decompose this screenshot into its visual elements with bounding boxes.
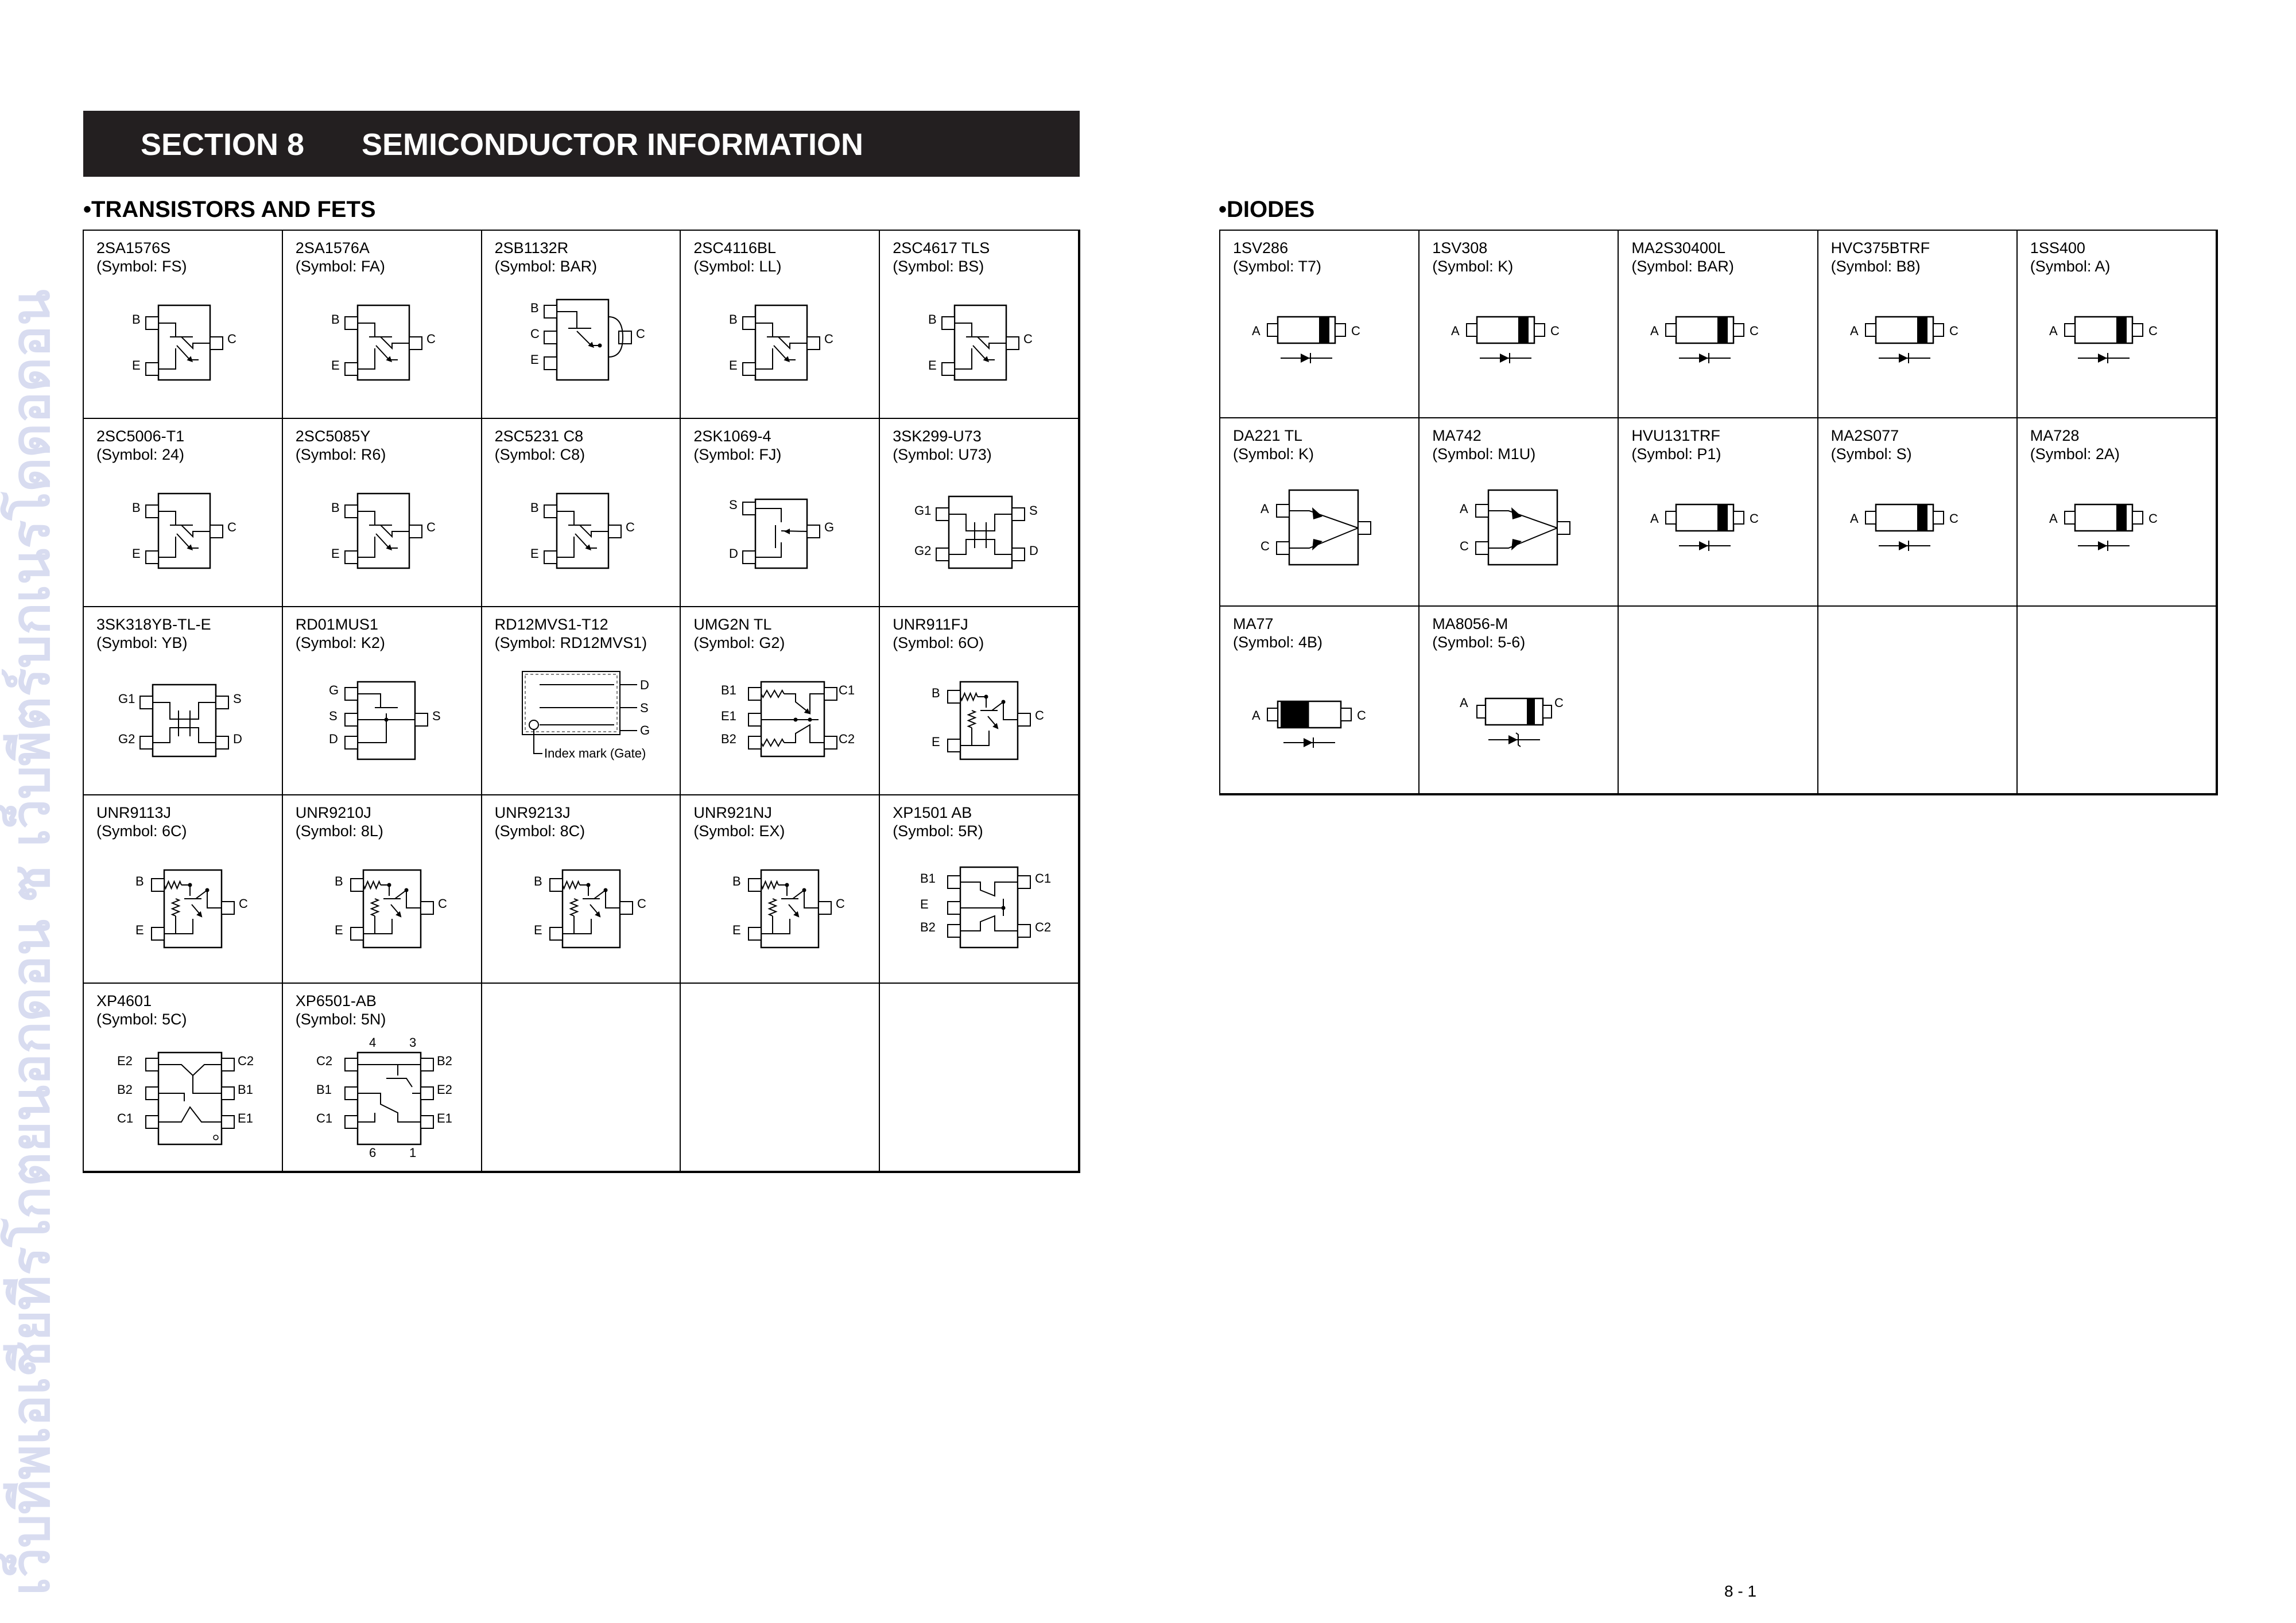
part-number: XP6501-AB (295, 992, 377, 1009)
component-cell (84, 607, 283, 795)
svg-text:C: C (1949, 511, 1958, 526)
svg-text:E: E (331, 358, 340, 372)
component-cell (283, 984, 482, 1172)
svg-text:C: C (836, 896, 846, 911)
component-cell (283, 231, 482, 419)
package-diagram (880, 607, 1078, 795)
package-diagram (283, 795, 481, 984)
svg-text:S: S (729, 498, 738, 512)
svg-text:E: E (132, 546, 141, 561)
part-number: DA221 TL (1233, 427, 1303, 445)
component-cell (482, 795, 681, 984)
component-cell (84, 795, 283, 984)
svg-text:C: C (1357, 708, 1366, 723)
part-number: UNR9113J (96, 804, 172, 821)
marking-symbol: (Symbol: FA) (295, 258, 385, 275)
part-number: 2SC4617 TLS (893, 239, 990, 257)
svg-text:E2: E2 (117, 1054, 133, 1068)
part-number: 2SC5231 C8 (494, 428, 584, 445)
package-diagram (1818, 418, 2016, 606)
marking-symbol: (Symbol: BS) (893, 258, 984, 275)
marking-symbol: (Symbol: 8L) (295, 822, 383, 840)
component-cell (1420, 418, 1619, 606)
package-diagram (84, 231, 282, 419)
part-number: UNR9210J (295, 804, 371, 821)
marking-symbol: (Symbol: M1U) (1432, 445, 1536, 463)
package-diagram (880, 795, 1078, 984)
svg-text:C: C (1261, 539, 1270, 554)
component-cell (681, 607, 880, 795)
package-diagram (2018, 231, 2216, 418)
svg-text:C: C (1351, 324, 1360, 338)
svg-text:S: S (1029, 503, 1038, 518)
index-mark-label: Index mark (Gate) (544, 746, 646, 760)
svg-text:B: B (729, 312, 738, 327)
svg-text:B: B (132, 500, 141, 515)
part-number: 3SK299-U73 (893, 428, 982, 445)
svg-text:D: D (233, 732, 242, 746)
svg-text:C2: C2 (316, 1054, 332, 1068)
part-number: UNR9213J (494, 804, 571, 821)
svg-text:A: A (1261, 502, 1269, 517)
component-cell (681, 795, 880, 984)
part-number: HVU131TRF (1631, 427, 1720, 445)
svg-text:C: C (1035, 708, 1045, 723)
svg-text:A: A (1650, 324, 1659, 338)
part-number: MA77 (1233, 615, 1274, 632)
component-cell (1220, 231, 1420, 418)
svg-text:C1: C1 (117, 1111, 134, 1125)
svg-text:A: A (1252, 708, 1261, 723)
svg-text:C: C (227, 332, 236, 346)
marking-symbol: (Symbol: FJ) (693, 446, 782, 463)
package-diagram (681, 231, 879, 419)
svg-text:C2: C2 (238, 1054, 254, 1068)
package-diagram (880, 231, 1078, 419)
package-diagram (1619, 418, 1817, 606)
svg-text:B1: B1 (920, 871, 936, 886)
marking-symbol: (Symbol: K2) (295, 634, 385, 651)
svg-text:B: B (928, 312, 937, 327)
svg-text:G: G (328, 683, 339, 697)
svg-text:C: C (2148, 324, 2158, 338)
svg-text:C: C (1023, 332, 1033, 346)
package-diagram (482, 607, 680, 795)
part-number: RD12MVS1-T12 (494, 616, 608, 633)
marking-symbol: (Symbol: 4B) (1233, 633, 1323, 651)
svg-text:B1: B1 (316, 1082, 332, 1097)
svg-text:E: E (331, 546, 340, 561)
svg-text:S: S (432, 709, 441, 723)
svg-text:A: A (1650, 511, 1659, 526)
section-header (83, 111, 1080, 177)
marking-symbol: (Symbol: 6C) (96, 822, 187, 840)
svg-text:B: B (533, 874, 542, 888)
svg-text:C: C (227, 520, 236, 534)
svg-text:E2: E2 (436, 1082, 452, 1097)
svg-text:B: B (331, 312, 340, 327)
svg-text:C: C (437, 896, 447, 911)
part-number: UNR911FJ (893, 616, 968, 633)
marking-symbol: (Symbol: BAR) (494, 258, 598, 275)
svg-text:C: C (2148, 511, 2158, 526)
svg-text:B: B (732, 874, 742, 888)
component-cell (84, 419, 283, 607)
svg-text:C1: C1 (316, 1111, 332, 1125)
svg-text:C2: C2 (1035, 920, 1052, 934)
marking-symbol: (Symbol: 6O) (893, 634, 984, 651)
svg-text:G2: G2 (118, 732, 135, 746)
transistors-heading: •TRANSISTORS AND FETS (83, 197, 376, 222)
svg-text:A: A (1849, 324, 1859, 338)
component-cell (283, 795, 482, 984)
transistors-table (83, 230, 1080, 1173)
marking-symbol: (Symbol: YB) (96, 634, 188, 651)
part-number: XP4601 (96, 992, 152, 1009)
svg-text:C: C (1750, 324, 1759, 338)
component-cell (2018, 231, 2217, 418)
svg-text:4: 4 (369, 1035, 377, 1050)
marking-symbol: (Symbol: 5N) (295, 1011, 386, 1028)
empty-cell (1818, 607, 2018, 794)
svg-text:C: C (426, 332, 436, 346)
svg-text:C: C (635, 327, 645, 341)
part-number: UMG2N TL (693, 616, 772, 633)
svg-text:S: S (639, 701, 649, 715)
part-number: 2SA1576A (295, 239, 370, 257)
svg-text:D: D (639, 678, 649, 692)
package-diagram (1420, 418, 1618, 606)
part-number: MA2S30400L (1631, 239, 1726, 257)
svg-text:B2: B2 (920, 920, 936, 934)
svg-text:C: C (1949, 324, 1958, 338)
svg-text:A: A (1460, 695, 1468, 710)
svg-text:B: B (135, 874, 144, 888)
svg-text:B2: B2 (117, 1082, 133, 1097)
svg-text:B2: B2 (721, 732, 737, 746)
component-cell (681, 419, 880, 607)
marking-symbol: (Symbol: 5R) (893, 822, 983, 840)
svg-text:E: E (530, 352, 539, 367)
svg-text:A: A (1451, 324, 1460, 338)
package-diagram (1220, 607, 1418, 794)
part-number: XP1501 AB (893, 804, 972, 821)
empty-cell (681, 984, 880, 1172)
component-cell (880, 607, 1079, 795)
package-diagram (84, 795, 282, 984)
part-number: 2SB1132R (494, 239, 569, 257)
page-number: 8 - 1 (1724, 1582, 1757, 1600)
marking-symbol: (Symbol: T7) (1233, 258, 1322, 275)
component-cell (482, 419, 681, 607)
package-diagram (283, 231, 481, 419)
component-cell (1818, 418, 2018, 606)
svg-text:C: C (1750, 511, 1759, 526)
svg-text:C2: C2 (839, 732, 855, 746)
package-diagram (84, 607, 282, 795)
svg-text:C: C (239, 896, 248, 911)
marking-symbol: (Symbol: B8) (1830, 258, 1921, 275)
part-number: MA728 (2030, 427, 2080, 445)
svg-text:C: C (426, 520, 436, 534)
svg-text:G: G (824, 520, 835, 534)
svg-text:E: E (132, 358, 141, 372)
marking-symbol: (Symbol: RD12MVS1) (494, 634, 647, 651)
component-cell (1220, 607, 1420, 794)
component-cell (283, 607, 482, 795)
svg-text:A: A (1252, 324, 1261, 338)
svg-text:G2: G2 (914, 543, 932, 558)
part-number: 2SC5085Y (295, 428, 371, 445)
package-diagram (1220, 231, 1418, 418)
svg-text:E: E (928, 358, 937, 372)
svg-text:A: A (2049, 324, 2058, 338)
component-cell (84, 231, 283, 419)
svg-text:B: B (331, 500, 340, 515)
svg-text:3: 3 (409, 1035, 417, 1050)
package-diagram (283, 607, 481, 795)
svg-text:B1: B1 (238, 1082, 253, 1097)
svg-text:B: B (132, 312, 141, 327)
svg-text:B: B (932, 686, 940, 700)
component-cell (1619, 231, 1818, 418)
watermark (0, 57, 69, 1607)
svg-text:G: G (639, 723, 650, 737)
package-diagram (681, 607, 879, 795)
part-number: UNR921NJ (693, 804, 772, 821)
svg-text:S: S (328, 709, 338, 723)
svg-text:C1: C1 (839, 683, 855, 697)
package-diagram (482, 419, 680, 607)
empty-cell (2018, 607, 2217, 794)
part-number: 1SV308 (1432, 239, 1488, 257)
svg-text:E: E (732, 923, 742, 937)
diodes-table (1219, 230, 2218, 795)
svg-text:E1: E1 (721, 709, 737, 723)
svg-text:C: C (625, 520, 635, 534)
part-number: RD01MUS1 (295, 616, 378, 633)
svg-text:C1: C1 (1035, 871, 1052, 886)
marking-symbol: (Symbol: C8) (494, 446, 585, 463)
svg-text:E: E (729, 358, 738, 372)
svg-text:C: C (1554, 695, 1564, 710)
svg-text:E: E (530, 546, 539, 561)
svg-text:E: E (533, 923, 542, 937)
marking-symbol: (Symbol: G2) (693, 634, 785, 651)
svg-text:D: D (328, 732, 338, 746)
part-number: MA742 (1432, 427, 1481, 445)
marking-symbol: (Symbol: A) (2030, 258, 2111, 275)
svg-text:C: C (824, 332, 834, 346)
marking-symbol: (Symbol: 8C) (494, 822, 585, 840)
svg-text:E1: E1 (436, 1111, 452, 1125)
part-number: MA2S077 (1830, 427, 1899, 445)
svg-text:6: 6 (369, 1146, 377, 1160)
section-number: SECTION 8 (141, 127, 305, 162)
empty-cell (482, 984, 681, 1172)
svg-text:B1: B1 (721, 683, 737, 697)
component-cell (880, 231, 1079, 419)
package-diagram (84, 984, 282, 1172)
part-number: 1SV286 (1233, 239, 1289, 257)
section-title: SEMICONDUCTOR INFORMATION (362, 127, 863, 162)
marking-symbol: (Symbol: 5C) (96, 1011, 187, 1028)
component-cell (681, 231, 880, 419)
part-number: 1SS400 (2030, 239, 2085, 257)
marking-symbol: (Symbol: 5-6) (1432, 633, 1526, 651)
marking-symbol: (Symbol: FS) (96, 258, 187, 275)
marking-symbol: (Symbol: P1) (1631, 445, 1721, 463)
component-cell (84, 984, 283, 1172)
part-number: 2SA1576S (96, 239, 171, 257)
svg-text:C: C (1460, 539, 1469, 554)
svg-text:G1: G1 (118, 692, 135, 706)
component-cell (482, 607, 681, 795)
component-cell (1619, 418, 1818, 606)
package-diagram (84, 419, 282, 607)
part-number: HVC375BTRF (1830, 239, 1930, 257)
empty-cell (1619, 607, 1818, 794)
package-diagram (1420, 231, 1618, 418)
svg-text:A: A (2049, 511, 2058, 526)
part-number: 2SC4116BL (693, 239, 776, 257)
package-diagram (482, 795, 680, 984)
svg-text:E: E (932, 735, 940, 749)
package-diagram (2018, 418, 2216, 606)
marking-symbol: (Symbol: 24) (96, 446, 185, 463)
part-number: MA8056-M (1432, 615, 1508, 632)
component-cell (1220, 418, 1420, 606)
part-number: 2SK1069-4 (693, 428, 771, 445)
svg-text:B: B (334, 874, 343, 888)
marking-symbol: (Symbol: LL) (693, 258, 782, 275)
svg-text:C: C (1550, 324, 1560, 338)
package-diagram (681, 795, 879, 984)
package-diagram (1220, 418, 1418, 606)
component-cell (1420, 607, 1619, 794)
svg-text:S: S (233, 692, 242, 706)
svg-text:A: A (1460, 502, 1468, 517)
component-cell (880, 419, 1079, 607)
svg-text:D: D (1029, 543, 1039, 558)
marking-symbol: (Symbol: K) (1432, 258, 1514, 275)
component-cell (2018, 418, 2217, 606)
svg-text:B: B (530, 500, 539, 515)
part-number: 2SC5006-T1 (96, 428, 185, 445)
marking-symbol: (Symbol: EX) (693, 822, 785, 840)
svg-text:E1: E1 (238, 1111, 253, 1125)
svg-text:E: E (135, 923, 144, 937)
svg-text:E: E (920, 897, 929, 911)
empty-cell (880, 984, 1079, 1172)
svg-text:G1: G1 (914, 503, 932, 518)
svg-text:1: 1 (409, 1146, 417, 1160)
marking-symbol: (Symbol: 2A) (2030, 445, 2120, 463)
component-cell (283, 419, 482, 607)
marking-symbol: (Symbol: K) (1233, 445, 1314, 463)
package-diagram (283, 984, 481, 1172)
svg-text:B: B (530, 301, 539, 315)
marking-symbol: (Symbol: R6) (295, 446, 386, 463)
component-cell (1420, 231, 1619, 418)
package-diagram (1818, 231, 2016, 418)
marking-symbol: (Symbol: S) (1830, 445, 1912, 463)
marking-symbol: (Symbol: BAR) (1631, 258, 1734, 275)
package-diagram (681, 419, 879, 607)
svg-text:E: E (334, 923, 343, 937)
package-diagram (1619, 231, 1817, 418)
marking-symbol: (Symbol: U73) (893, 446, 992, 463)
diodes-heading: •DIODES (1219, 197, 1315, 222)
package-diagram (880, 419, 1078, 607)
svg-text:C: C (530, 327, 540, 341)
svg-text:C: C (637, 896, 646, 911)
svg-text:A: A (1849, 511, 1859, 526)
component-cell (1818, 231, 2018, 418)
package-diagram (1420, 607, 1618, 794)
package-diagram (482, 231, 680, 419)
component-cell (482, 231, 681, 419)
svg-text:B2: B2 (436, 1054, 452, 1068)
part-number: 3SK318YB-TL-E (96, 616, 211, 633)
watermark-text: เว็บทีพเอเชียทีรโกตยนอกดอน ซ เว็บพีตร์บกเนรโดดอดอน (0, 289, 61, 1595)
svg-text:D: D (729, 546, 739, 561)
component-cell (880, 795, 1079, 984)
package-diagram (283, 419, 481, 607)
